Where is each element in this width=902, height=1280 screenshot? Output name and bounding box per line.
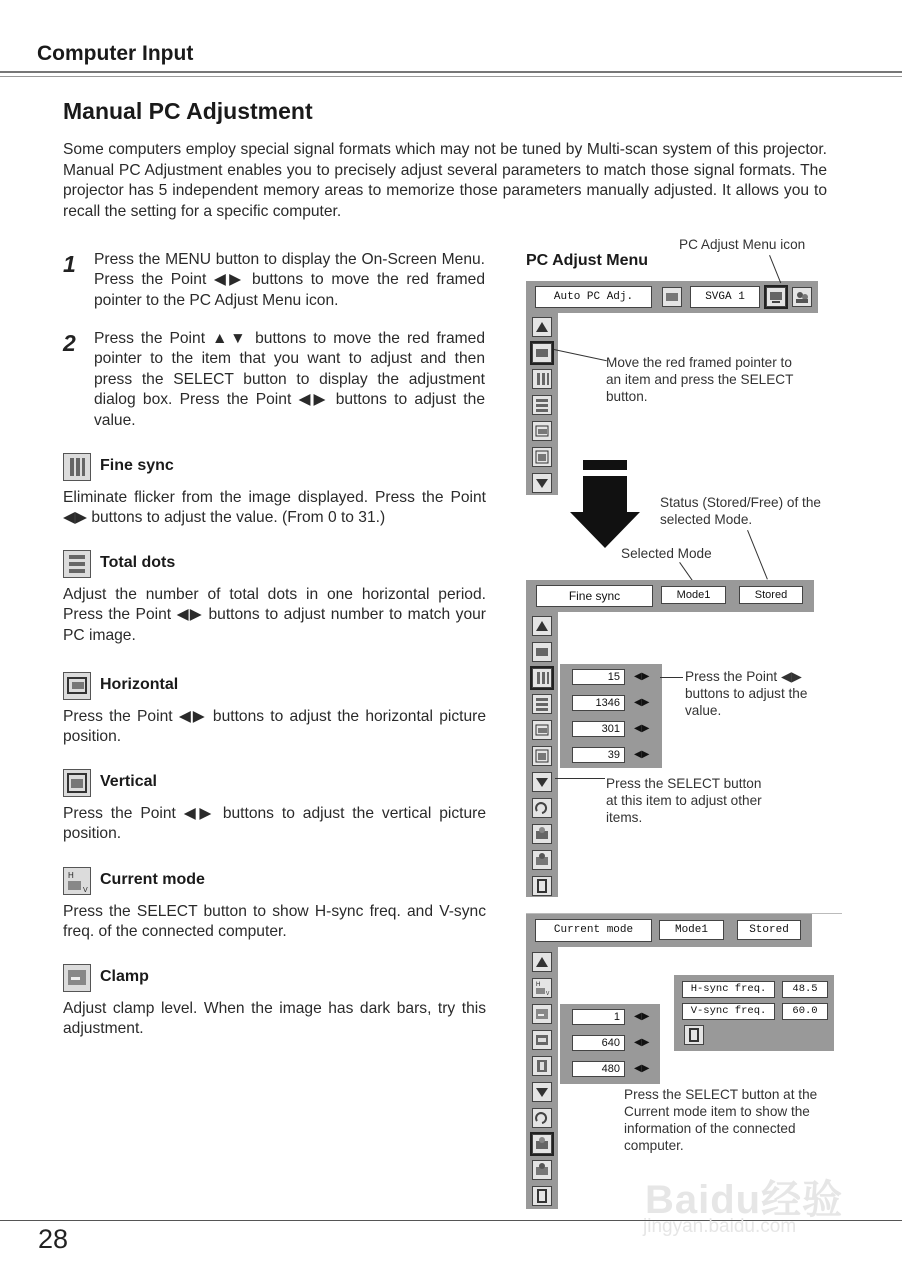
status-label: Status (Stored/Free) of the selected Mode. <box>660 495 821 527</box>
menu2-auto-adjust-icon[interactable] <box>532 642 552 662</box>
total-dots-value[interactable]: 1346 <box>572 695 625 711</box>
clamp-title: Clamp <box>100 968 149 985</box>
menu1-fine-sync-icon[interactable] <box>532 369 552 389</box>
vertical-icon <box>63 769 91 797</box>
step-1-number: 1 <box>63 251 76 277</box>
page-number: 28 <box>38 1224 69 1254</box>
vsync-value: 60.0 <box>782 1003 828 1020</box>
menu1-total-dots-icon[interactable] <box>532 395 552 415</box>
menu1-auto-adjust-icon[interactable] <box>532 343 552 363</box>
adjust-arrows-icon[interactable]: ◀▶ <box>634 1037 650 1048</box>
adjust-arrows-icon[interactable]: ◀▶ <box>634 723 650 734</box>
move-pointer-leader <box>554 349 607 361</box>
current-mode-note: Press the SELECT button at the Current mode item to show the information of the connected computer. <box>624 1087 818 1153</box>
menu3-clamp-icon[interactable] <box>532 1004 552 1024</box>
watermark-url: jingyan.baidu.com <box>643 1216 797 1237</box>
menu2-up-arrow-icon[interactable] <box>532 616 552 636</box>
menu2-down-arrow-icon[interactable] <box>532 772 552 792</box>
menu1-mode-box: SVGA 1 <box>690 286 760 308</box>
down-arrow-graphic <box>570 458 640 550</box>
menu3-display-area-h-icon[interactable] <box>532 1030 552 1050</box>
current-mode-icon <box>63 867 91 895</box>
fine-sync-icon <box>63 453 91 481</box>
menu2-free-icon[interactable] <box>532 850 552 870</box>
select-note: Press the SELECT button at this item to adjust other items. <box>606 776 762 825</box>
menu3-free-icon[interactable] <box>532 1160 552 1180</box>
adjust-arrows-icon[interactable]: ◀▶ <box>634 1011 650 1022</box>
vsync-label: V-sync freq. <box>682 1003 775 1020</box>
svg-text:V: V <box>83 887 88 894</box>
menu3-mode-box[interactable]: Mode1 <box>659 920 724 940</box>
adjust-arrows-icon[interactable]: ◀▶ <box>634 671 650 682</box>
step-2-number: 2 <box>63 330 76 356</box>
menu3-exit-icon[interactable] <box>532 1186 552 1206</box>
menu2-item-box: Fine sync <box>536 585 653 607</box>
adjust-arrows-icon[interactable]: ◀▶ <box>634 749 650 760</box>
adjust-note-leader <box>660 677 683 678</box>
header-rule-thin <box>0 76 902 77</box>
display-area-v-value[interactable]: 480 <box>572 1061 625 1077</box>
menu2-horizontal-icon[interactable] <box>532 720 552 740</box>
selected-mode-label: Selected Mode <box>621 546 712 561</box>
menu2-exit-icon[interactable] <box>532 876 552 896</box>
section-title: Computer Input <box>37 42 194 65</box>
menu2-reset-icon[interactable] <box>532 798 552 818</box>
fine-sync-desc: Eliminate flicker from the image displayed. Press the Point ◀▶ buttons to adjust the value. (From 0 to 31.) <box>63 489 486 527</box>
fine-sync-value[interactable]: 15 <box>572 669 625 685</box>
clamp-desc: Adjust clamp level. When the image has dark bars, try this adjustment. <box>63 1000 486 1038</box>
menu1-auto-pc-box: Auto PC Adj. <box>535 286 652 308</box>
menu2-total-dots-icon[interactable] <box>532 694 552 714</box>
adjust-arrows-icon[interactable]: ◀▶ <box>634 697 650 708</box>
svg-text:V: V <box>546 991 550 997</box>
hsync-value: 48.5 <box>782 981 828 998</box>
watermark-logo: Baidu经验 <box>645 1178 844 1222</box>
step-2-text: Press the Point ▲▼ buttons to move the red framed pointer to the item that you want to adjust and then press the SELECT button to display the adjustment dialog box. Press the Point ◀▶ buttons to adjust the value. <box>94 330 485 429</box>
menu3-display-area-v-icon[interactable] <box>532 1056 552 1076</box>
menu1-vertical-icon[interactable] <box>532 447 552 467</box>
menu3-item-box: Current mode <box>535 919 652 942</box>
menu2-status-box: Stored <box>739 586 803 604</box>
move-pointer-note: Move the red framed pointer to an item and press the SELECT button. <box>606 355 794 404</box>
total-dots-icon <box>63 550 91 578</box>
horizontal-desc: Press the Point ◀▶ buttons to adjust the horizontal picture position. <box>63 708 486 746</box>
menu1-up-arrow-icon[interactable] <box>532 317 552 337</box>
menu1-down-arrow-icon[interactable] <box>532 473 552 493</box>
menu1-settings-icon <box>662 287 682 307</box>
vertical-title: Vertical <box>100 773 157 790</box>
vertical-desc: Press the Point ◀▶ buttons to adjust the vertical picture position. <box>63 805 486 843</box>
status-leader <box>747 530 768 580</box>
page-title: Manual PC Adjustment <box>63 98 313 124</box>
step-1-text: Press the MENU button to display the On-Screen Menu. Press the Point ◀▶ buttons to move the red framed pointer to the PC Adjust Menu icon. <box>94 251 485 309</box>
clamp-value[interactable]: 1 <box>572 1009 625 1025</box>
horizontal-icon <box>63 672 91 700</box>
current-mode-title: Current mode <box>100 871 205 888</box>
pc-adjust-menu-icon[interactable] <box>766 287 786 307</box>
adjust-arrows-icon[interactable]: ◀▶ <box>634 1063 650 1074</box>
select-note-leader <box>555 778 605 779</box>
menu2-vertical-icon[interactable] <box>532 746 552 766</box>
pc-adjust-menu-title: PC Adjust Menu <box>526 252 649 269</box>
menu3-down-arrow-icon[interactable] <box>532 1082 552 1102</box>
menu3-store-icon[interactable] <box>532 1134 552 1154</box>
menu-icon-label: PC Adjust Menu icon <box>679 237 806 252</box>
menu1-horizontal-icon[interactable] <box>532 421 552 441</box>
current-mode-desc: Press the SELECT button to show H-sync freq. and V-sync freq. of the connected computer. <box>63 903 486 941</box>
sync-info-exit-icon[interactable] <box>684 1025 704 1045</box>
total-dots-desc: Adjust the number of total dots in one horizontal period. Press the Point ◀▶ buttons to adjust number to match your PC image. <box>63 586 486 644</box>
menu3-status-box: Stored <box>737 920 801 940</box>
menu2-fine-sync-icon[interactable] <box>532 668 552 688</box>
menu3-current-mode-icon[interactable] <box>532 978 552 998</box>
intro-paragraph: Some computers employ special signal formats which may not be tuned by Multi-scan system of this projector. Manual PC Adjustment enables you to precisely adjust several parameters to match those signal formats. The projector has 5 independent memory areas to memorize those parameters manually adjusted. It allows you to recall the setting for a specific computer. <box>63 141 827 221</box>
vertical-value[interactable]: 39 <box>572 747 625 763</box>
svg-text:H: H <box>68 871 74 880</box>
header-rule <box>0 71 902 73</box>
horizontal-title: Horizontal <box>100 676 179 693</box>
selected-mode-leader <box>679 562 692 581</box>
menu1-people-icon <box>792 287 812 307</box>
menu3-up-arrow-icon[interactable] <box>532 952 552 972</box>
menu2-mode-box[interactable]: Mode1 <box>661 586 726 604</box>
clamp-icon <box>63 964 91 992</box>
total-dots-title: Total dots <box>100 554 176 571</box>
menu3-reset-icon[interactable] <box>532 1108 552 1128</box>
display-area-h-value[interactable]: 640 <box>572 1035 625 1051</box>
svg-text:H: H <box>536 982 541 988</box>
menu-icon-leader <box>769 255 781 283</box>
fine-sync-title: Fine sync <box>100 457 174 474</box>
horizontal-value[interactable]: 301 <box>572 721 625 737</box>
hsync-label: H-sync freq. <box>682 981 775 998</box>
menu2-store-icon[interactable] <box>532 824 552 844</box>
adjust-note: Press the Point ◀▶ buttons to adjust the value. <box>685 669 808 718</box>
